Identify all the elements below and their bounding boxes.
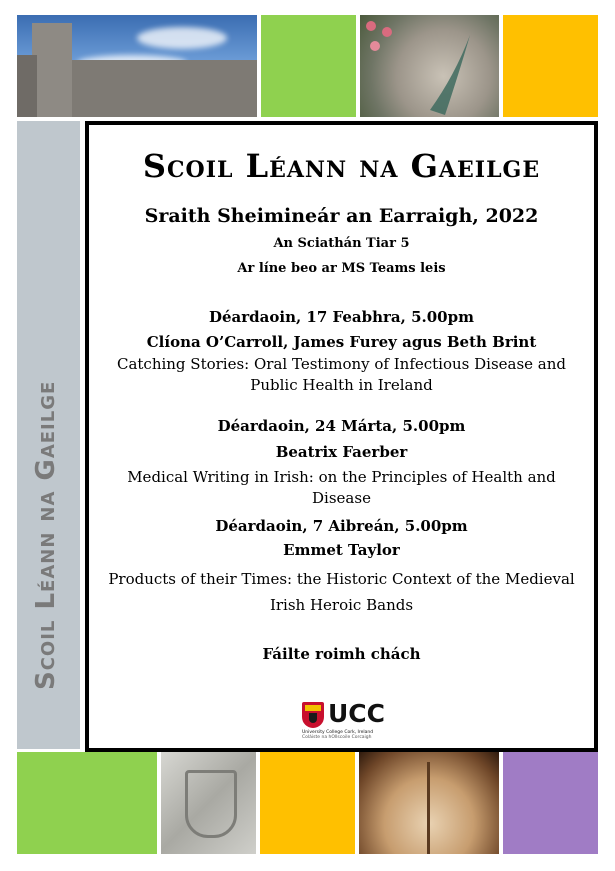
ucc-logo-text: UCC xyxy=(328,699,385,728)
side-title-text: Scoil Léann na Gaeilge xyxy=(31,380,61,690)
main-panel xyxy=(85,121,598,752)
open-book-photo xyxy=(359,752,499,854)
green-tile xyxy=(261,15,356,117)
event-title: Catching Stories: Oral Testimony of Infectious Disease and Public Health in Ireland xyxy=(116,355,567,394)
sundial-photo xyxy=(360,15,499,117)
series-title: Sraith Sheimineár an Earraigh, 2022 xyxy=(144,205,539,227)
yellow-tile xyxy=(260,752,355,854)
event-speakers: Beatrix Faerber xyxy=(275,443,408,461)
event-title: Products of their Times: the Historic Context of the Medieval Irish Heroic Bands xyxy=(108,570,575,614)
ucc-logo xyxy=(302,700,386,740)
event-date: Déardaoin, 7 Aibreán, 5.00pm xyxy=(215,517,468,535)
event-speakers: Emmet Taylor xyxy=(283,541,400,559)
event-speakers: Clíona O’Carroll, James Furey agus Beth Brint xyxy=(146,333,537,351)
online-text: Ar líne beo ar MS Teams leis xyxy=(237,261,446,276)
castle-photo xyxy=(17,15,257,117)
event-date: Déardaoin, 24 Márta, 5.00pm xyxy=(217,417,466,435)
event-title: Medical Writing in Irish: on the Principles of Health and Disease xyxy=(127,468,556,507)
green-tile xyxy=(17,752,157,854)
location-text: An Sciathán Tiar 5 xyxy=(273,236,410,251)
welcome-text: Fáilte roimh chách xyxy=(262,645,421,663)
ucc-subtitle-en: University College Cork, Ireland xyxy=(302,730,374,735)
ucc-shield-icon xyxy=(302,702,324,728)
page-title: Scoil Léann na Gaeilge xyxy=(142,147,541,185)
yellow-tile xyxy=(503,15,598,117)
event-date: Déardaoin, 17 Feabhra, 5.00pm xyxy=(209,308,474,326)
carved-shield-icon xyxy=(185,770,237,838)
ucc-subtitle-ga: Coláiste na hOllscoile Corcaigh xyxy=(302,735,372,740)
stone-carving-photo xyxy=(161,752,256,854)
purple-tile xyxy=(503,752,598,854)
sundial-gnomon-icon xyxy=(360,15,499,117)
